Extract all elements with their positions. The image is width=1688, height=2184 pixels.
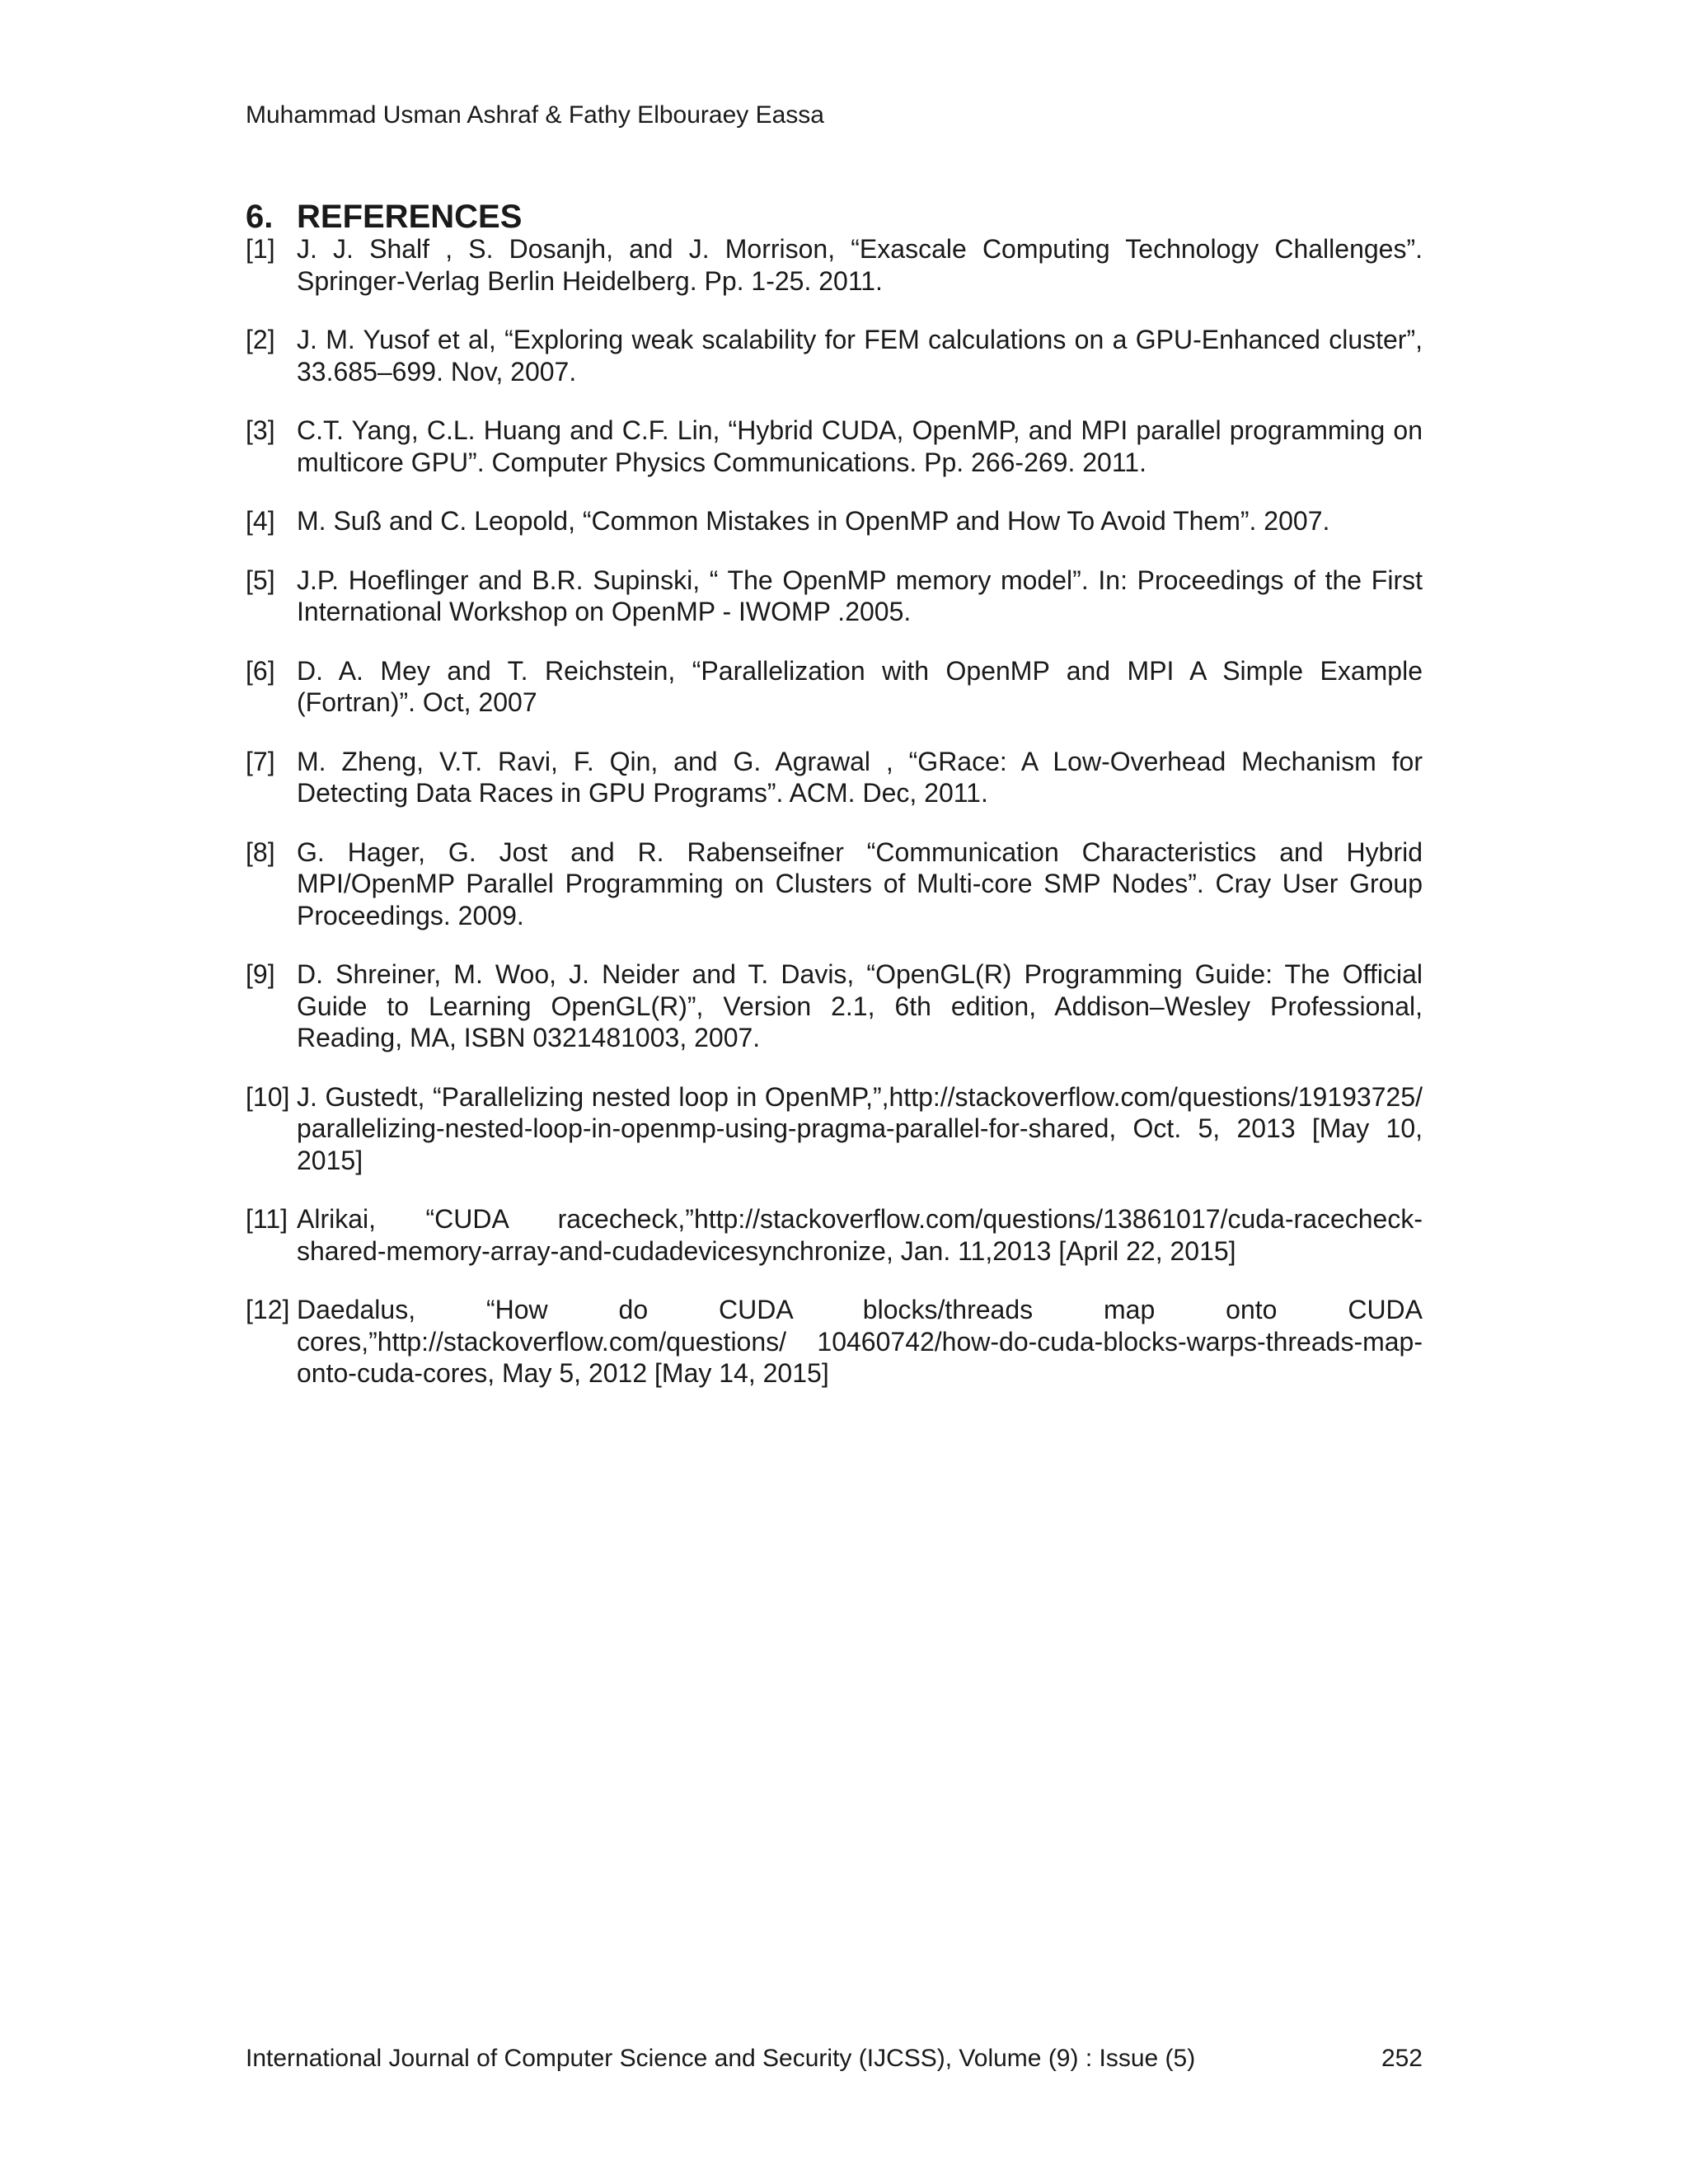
reference-number: [11] xyxy=(246,1204,288,1234)
page-number: 252 xyxy=(1381,2045,1423,2072)
reference-number: [5] xyxy=(246,565,275,595)
reference-item xyxy=(246,565,1423,628)
reference-item xyxy=(246,958,1423,1054)
reference-number: [1] xyxy=(246,234,275,264)
reference-list xyxy=(246,233,1423,1417)
section-title: REFERENCES xyxy=(297,199,523,235)
reference-item xyxy=(246,324,1423,387)
reference-text: D. A. Mey and T. Reichstein, “Parallelization with OpenMP and MPI A Simple Example (Fortran)”. Oct, 2007 xyxy=(297,655,1423,717)
reference-text: J.P. Hoeflinger and B.R. Supinski, “ The OpenMP memory model”. In: Proceedings of the First International Workshop on OpenMP - IWOMP .2005. xyxy=(297,565,1423,626)
reference-item xyxy=(246,415,1423,478)
reference-item xyxy=(246,1203,1423,1267)
reference-text: G. Hager, G. Jost and R. Rabenseifner “Communication Characteristics and Hybrid MPI/OpenMP Parallel Programming on Clusters of Multi-core SMP Nodes”. Cray User Group Proceedings. 2009. xyxy=(297,837,1423,930)
reference-item xyxy=(246,837,1423,932)
reference-item xyxy=(246,1294,1423,1390)
reference-number: [6] xyxy=(246,655,275,686)
reference-text: D. Shreiner, M. Woo, J. Neider and T. Davis, “OpenGL(R) Programming Guide: The Official Guide to Learning OpenGL(R)”, Version 2.1, 6th edition, Addison–Wesley Professional, Reading, MA, ISBN 0321481003, 2007. xyxy=(297,959,1423,1052)
reference-item xyxy=(246,655,1423,719)
reference-text: M. Suß and C. Leopold, “Common Mistakes in OpenMP and How To Avoid Them”. 2007. xyxy=(297,506,1330,536)
reference-number: [12] xyxy=(246,1295,290,1324)
reference-text: J. Gustedt, “Parallelizing nested loop in OpenMP,”,http://stackoverflow.com/questions/19193725/ parallelizing-nested-loop-in-openmp-using-pragma-parallel-for-shared, Oct. 5, 2013 [May 10, 2015] xyxy=(297,1081,1423,1175)
reference-number: [3] xyxy=(246,415,275,445)
section-heading xyxy=(246,196,522,237)
running-head: Muhammad Usman Ashraf & Fathy Elbouraey Eassa xyxy=(246,101,824,129)
footer-journal: International Journal of Computer Science and Security (IJCSS), Volume (9) : Issue (5) xyxy=(246,2045,1196,2072)
reference-text: M. Zheng, V.T. Ravi, F. Qin, and G. Agrawal , “GRace: A Low-Overhead Mechanism for Detecting Data Races in GPU Programs”. ACM. Dec, 2011. xyxy=(297,746,1423,808)
section-number: 6. xyxy=(246,199,274,235)
reference-text: Daedalus, “How do CUDA blocks/threads map onto CUDA cores,”http://stackoverflow.com/questions/ 10460742/how-do-cuda-blocks-warps-threads-map-onto-cuda-cores, May 5, 2012 [May 14, 2015] xyxy=(297,1295,1423,1388)
reference-item xyxy=(246,746,1423,809)
reference-number: [10] xyxy=(246,1081,290,1112)
reference-item xyxy=(246,505,1423,537)
reference-number: [9] xyxy=(246,959,275,989)
reference-number: [4] xyxy=(246,506,275,536)
reference-text: C.T. Yang, C.L. Huang and C.F. Lin, “Hybrid CUDA, OpenMP, and MPI parallel programming on multicore GPU”. Computer Physics Communications. Pp. 266-269. 2011. xyxy=(297,415,1423,477)
reference-number: [7] xyxy=(246,746,275,776)
reference-text: J. M. Yusof et al, “Exploring weak scalability for FEM calculations on a GPU-Enhanced cluster”, 33.685–699. Nov, 2007. xyxy=(297,325,1423,387)
reference-number: [2] xyxy=(246,325,275,354)
reference-number: [8] xyxy=(246,837,275,867)
reference-text: J. J. Shalf , S. Dosanjh, and J. Morrison, “Exascale Computing Technology Challenges”. Springer-Verlag Berlin Heidelberg. Pp. 1-25. 2011. xyxy=(297,234,1423,296)
reference-text: Alrikai, “CUDA racecheck,”http://stackoverflow.com/questions/13861017/cuda-racecheck-shared-memory-array-and-cudadevicesynchronize, Jan. 11,2013 [April 22, 2015] xyxy=(297,1204,1423,1266)
reference-item xyxy=(246,233,1423,297)
reference-item xyxy=(246,1081,1423,1177)
